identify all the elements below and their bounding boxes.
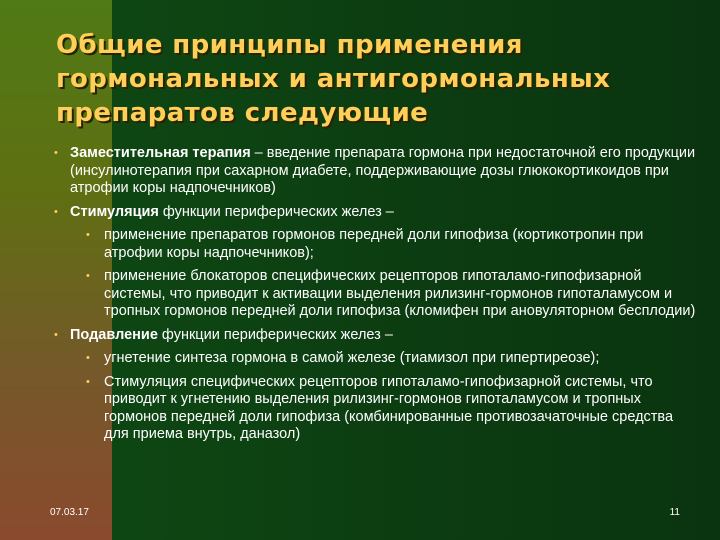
list-item bbox=[48, 204, 698, 222]
slide-title bbox=[56, 28, 696, 130]
item-text: – введение препарата гормона при недостаточной его продукции (инсулинотерапия при сахарном диабете, поддерживающие дозы глюкокортикоидов при атрофии коры надпочечников) bbox=[70, 145, 696, 196]
title-line: препаратов следующие bbox=[56, 98, 429, 128]
list-item bbox=[48, 327, 698, 345]
item-bold-term: Подавление bbox=[70, 326, 158, 343]
list-subitem bbox=[48, 350, 698, 368]
footer-date: 07.03.17 bbox=[50, 507, 89, 518]
bullet-icon: • bbox=[86, 375, 90, 388]
bullet-icon: • bbox=[54, 205, 58, 218]
bullet-icon: • bbox=[54, 328, 58, 341]
item-text: применение блокаторов специфических рецепторов гипоталамо-гипофизарной системы, что приводит к активации выделения рилизинг-гормонов гипоталамусом и тропных гормонов передней доли гипофиза (кломифен при ановуляторном бесплодии) bbox=[104, 268, 696, 319]
item-text: функции периферических желез – bbox=[157, 326, 393, 343]
item-text: применение препаратов гормонов передней доли гипофиза (кортикотропин при атрофии коры надпочечников); bbox=[104, 227, 644, 261]
bullet-list bbox=[48, 145, 698, 450]
list-item bbox=[48, 145, 698, 198]
bullet-icon: • bbox=[86, 229, 90, 241]
bullet-icon: • bbox=[86, 270, 90, 282]
item-text: Стимуляция специфических рецепторов гипоталамо-гипофизарной системы, что приводит к угнетению выделения рилизинг-гормонов гипоталамусом и тропных гормонов передней доли гипофиза (комбинированные противозачаточные средства для приема внутрь, даназол) bbox=[104, 373, 674, 442]
list-subitem bbox=[48, 268, 698, 321]
title-line: Общие принципы применения bbox=[56, 30, 523, 60]
item-text: угнетение синтеза гормона в самой железе (тиамизол при гипертиреозе); bbox=[104, 350, 600, 366]
bullet-icon: • bbox=[54, 147, 58, 159]
item-text: функции периферических желез – bbox=[158, 203, 394, 220]
title-line: гормональных и антигормональных bbox=[56, 64, 611, 94]
bullet-icon: • bbox=[86, 352, 90, 364]
slide-number: 11 bbox=[669, 507, 680, 518]
list-subitem bbox=[48, 374, 698, 444]
item-bold-term: Стимуляция bbox=[70, 203, 159, 220]
item-bold-term: Заместительная терапия bbox=[70, 145, 251, 161]
list-subitem bbox=[48, 227, 698, 262]
